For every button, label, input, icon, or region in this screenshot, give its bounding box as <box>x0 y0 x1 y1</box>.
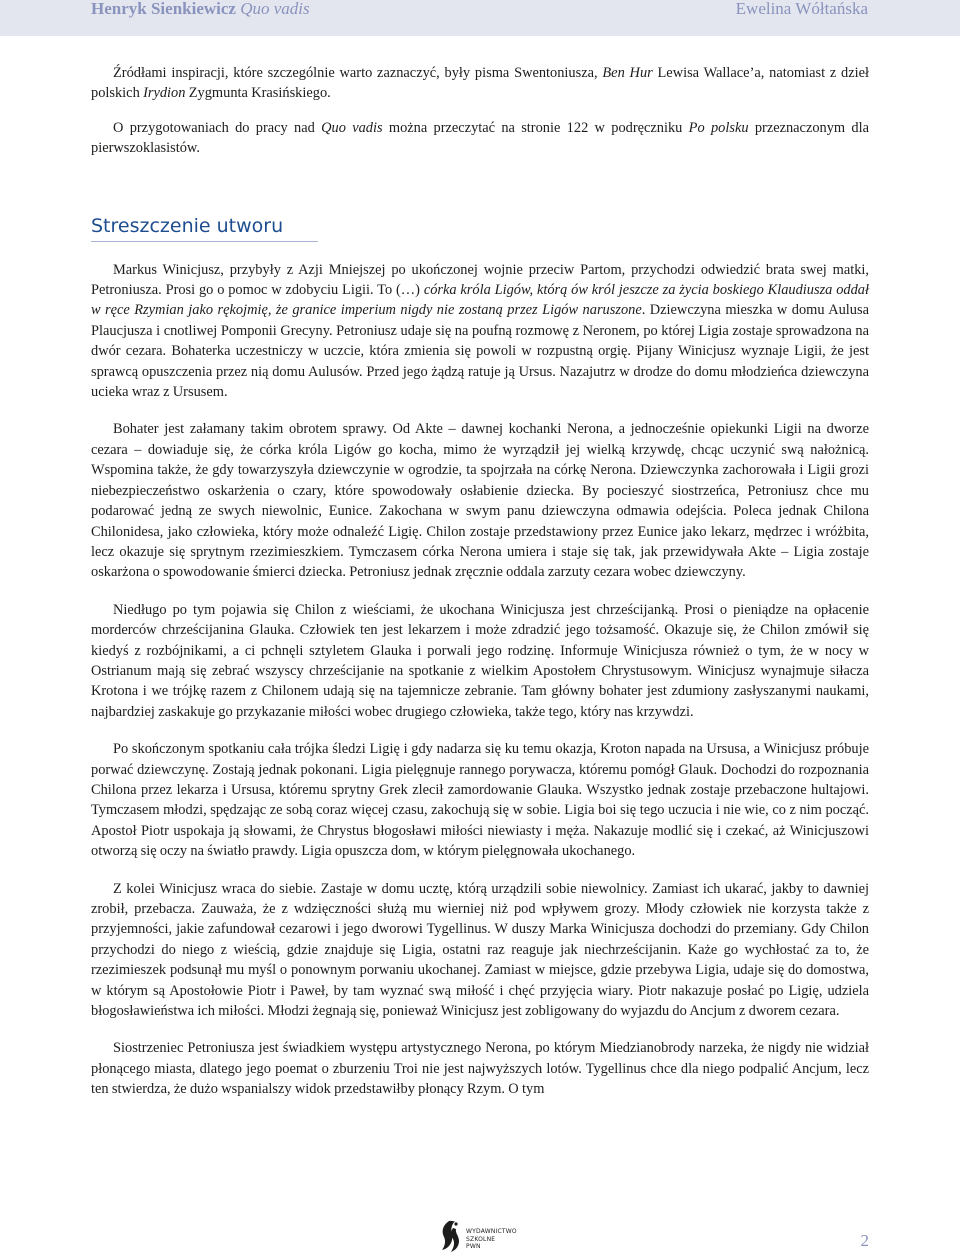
title-underline <box>91 241 318 242</box>
book-title: Ben Hur <box>602 65 653 81</box>
intro-paragraph-2 <box>91 118 869 159</box>
summary-paragraph-2: Bohater jest załamany takim obrotem sprawy. Od Akte – dawnej kochanki Nerona, a jednocześnie opiekunki Ligii na dworze cezara – dowiaduje się, że córka króla Ligów go kocha, mimo że wyrządził jej wielką krzywdę, chcąc uczynić swą nałożnicą. Wspomina także, że gdy towarzyszyła dziewczynie w ogrodzie, ta spojrzała na córkę Nerona. Dziewczynka zachorowała i Ligii grozi niebezpieczeństwo oskarżenia o czary, które spowodowały osłabienie dziecka. By pocieszyć siostrzeńca, Petroniusz chce mu podarować jedną ze swych niewolnic, Eunice. Zakochana w swym panu dziewczyna odmawia odejścia. Poleca jednak Chilona Chilonidesa, jako człowieka, który może odnaleźć Ligię. Chilon zostaje przedstawiony przez Eunice jako lekarz, mędrzec i wróżbita, lecz okazuje się sprytnym rzezimieszkiem. Tymczasem córka Nerona umiera i staje się tak, jak przewidywała Akte – Ligia zostaje oskarżona o spowodowanie śmierci dziecka. Petroniusz jednak zręcznie oddala zarzuty cezara wobec dziewczyny. <box>91 421 869 581</box>
publisher-emblem-icon <box>435 1219 463 1255</box>
intro-paragraph-1 <box>91 63 869 104</box>
header-title <box>91 0 310 18</box>
page-number: 2 <box>860 1231 869 1250</box>
text-run: Lewisa Wallace’a, natomiast z dzieł polskich <box>91 65 869 102</box>
text-run: Markus Winicjusz, przybyły z Azji Mniejszej po ukończonej wojnie przeciw Partom, przychodzi odwiedzić brata swej matki, Petroniusza. Prosi go o pomoc w zdobyciu Ligii. To (…) <box>91 261 869 299</box>
text-run: . Dziewczyna mieszka w domu Aulusa Plaucjusza i cnotliwej Pomponii Grecyny. Petroniusz udaje się na poufną rozmowę z Neronem, po której Ligia zostaje sprowadzona na dwór cezara. Bohaterka uczestniczy w uczcie, która zmienia się powoli w rozpustną orgię. Pijany Winicjusz wyznaje Ligii, że jest sprawcą opuszczenia przez nią domu Aulusów. Przed jego żądzą ratuje ją Ursus. Nazajutrz w drodze do domu młodzieńca dziewczyna ucieka wraz z Ursusem. <box>91 302 869 401</box>
logo-text-line: PWN <box>466 1243 481 1250</box>
publisher-name <box>466 1228 517 1251</box>
summary-paragraph-5: Z kolei Winicjusz wraca do siebie. Zastaje w domu ucztę, którą urządzili sobie niewolnicy. Zamiast ich ukarać, jakby to dawniej zrobił, przebacza. Zauważa, że z wdzięczności służą mu wierniej niż pod wpływem grozy. Młody człowiek nie korzysta także z przyjemności, jakie zafundował cezarowi i jego dworowi Tygellinus. W duszy Marka Winicjusza dochodzi do przemiany. Gdy Chilon przychodzi do niego z wieścią, gdzie znajduje się Ligia, ostatni raz reaguje jak niechrześcijanin. Każe go wychłostać za to, że rzezimieszek podsunął mu myśl o ponownym porwaniu ukochanej. Zamiast w miejsce, gdzie przebywa Ligia, udaje się do domostwa, w którym są Apostołowie Piotr i Paweł, by tam wyznać swą miłość i chęć przyjęcia wiary. Piotr nakazuje posłać po Ligię, udziela błogosławieństwa ich miłości. Młodzi żegnają się, ponieważ Winicjusz jest zobligowany do wyjazdu do Ancjum z dworem cezara. <box>91 880 869 1020</box>
text-run: O przygotowaniach do pracy nad <box>113 119 322 136</box>
text-run: przeznaczonym dla pierwszoklasistów. <box>91 119 869 157</box>
book-title: Irydion <box>143 85 186 102</box>
page-header <box>0 0 960 36</box>
quotation: córka króla Ligów, którą ów król jeszcze za życia boskiego Klaudiusza oddał w ręce Rzymian jako rękojmię, że granice imperium nigdy nie zostaną przez Ligów naruszone <box>91 282 869 319</box>
text-run: Zygmunta Krasińskiego. <box>185 85 331 102</box>
logo-text-line: SZKOLNE <box>466 1235 496 1243</box>
book-title: Po polsku <box>688 119 749 136</box>
text-run: Źródłami inspiracji, które szczególnie warto zaznaczyć, były pisma Swentoniusza, <box>113 65 603 81</box>
summary-paragraph-4: Po skończonym spotkaniu cała trójka śledzi Ligię i gdy nadarza się ku temu okazja, Kroton napada na Ursusa, a Winicjusz próbuje porwać dziewczynę. Zostają jednak pokonani. Ligia pielęgnuje rannego porywacza, któremu pomógł Glauk. Dochodzi do rozpoznania Chilona przez lekarza i Ursusa, któremu sprytny Grek zlecił zamordowanie Glauka. Wszystko jednak zostaje przebaczone hultajowi. Tymczasem młodzi, spędzając ze sobą coraz więcej czasu, zakochują się w sobie. Ligia boi się tego uczucia i nie wie, co z nim począć. Apostoł Piotr uspokaja ją słowami, że Chrystus błogosławi miłości niewiasty i męża. Nakazuje modlić się i czekać, aż Winicjuszowi otworzą się oczy na światło prawdy. Ligia opuszcza dom, w którym pielęgnowała ukochanego. <box>91 741 869 860</box>
summary-paragraph-3: Niedługo po tym pojawia się Chilon z wieściami, że ukochana Winicjusza jest chrześcijanką. Prosi o pieniądze na opłacenie morderców chrześcijanina Glauka. Człowiek ten jest lekarzem i może zdradzić jego tożsamość. Okazuje się, że Chilon zmówił się kiedyś z rozbójnikami, a ci pchnęli sztyletem Glauka i porwali jego rodzinę. Informuje Winicjusza również o tym, że w nocy w Ostrianum mają się zebrać wszyscy chrześcijanie na spotkanie z wielkim Apostołem Chrystusowym. Winicjusz wynajmuje siłacza Krotona i we trójkę razem z Chilonem udają się na tajemnicze zebranie. Tam główny bohater jest zdumiony zasłyszanymi naukami, najbardziej zaskakuje go przykazanie miłości wobec drugiego człowieka, także tego, który nas krzywdzi. <box>91 601 869 720</box>
publisher-logo <box>435 1219 545 1255</box>
header-author-credit: Ewelina Wółtańska <box>735 0 868 18</box>
section-title: Streszczenie utworu <box>91 214 284 237</box>
header-work-title: Quo vadis <box>240 0 310 18</box>
logo-text-line: WYDAWNICTWO <box>466 1228 517 1235</box>
header-author: Henryk Sienkiewicz <box>91 0 236 18</box>
summary-paragraph-6: Siostrzeniec Petroniusza jest świadkiem występu artystycznego Nerona, po którym Miedzianobrody narzeka, że nigdy nie widział płonącego miasta, dlatego jego poemat o zburzeniu Troi nie jest najwyższych lotów. Tygellinus chce dla niego podpalić Ancjum, lecz ten stwierdza, że dużo wspanialszy widok przedstawiłby płonący Rzym. O tym <box>91 1040 869 1098</box>
book-title: Quo vadis <box>321 119 383 136</box>
text-run: można przeczytać na stronie 122 w podręczniku <box>382 119 689 136</box>
summary-paragraph-1 <box>91 260 869 403</box>
page-content <box>91 63 869 1100</box>
